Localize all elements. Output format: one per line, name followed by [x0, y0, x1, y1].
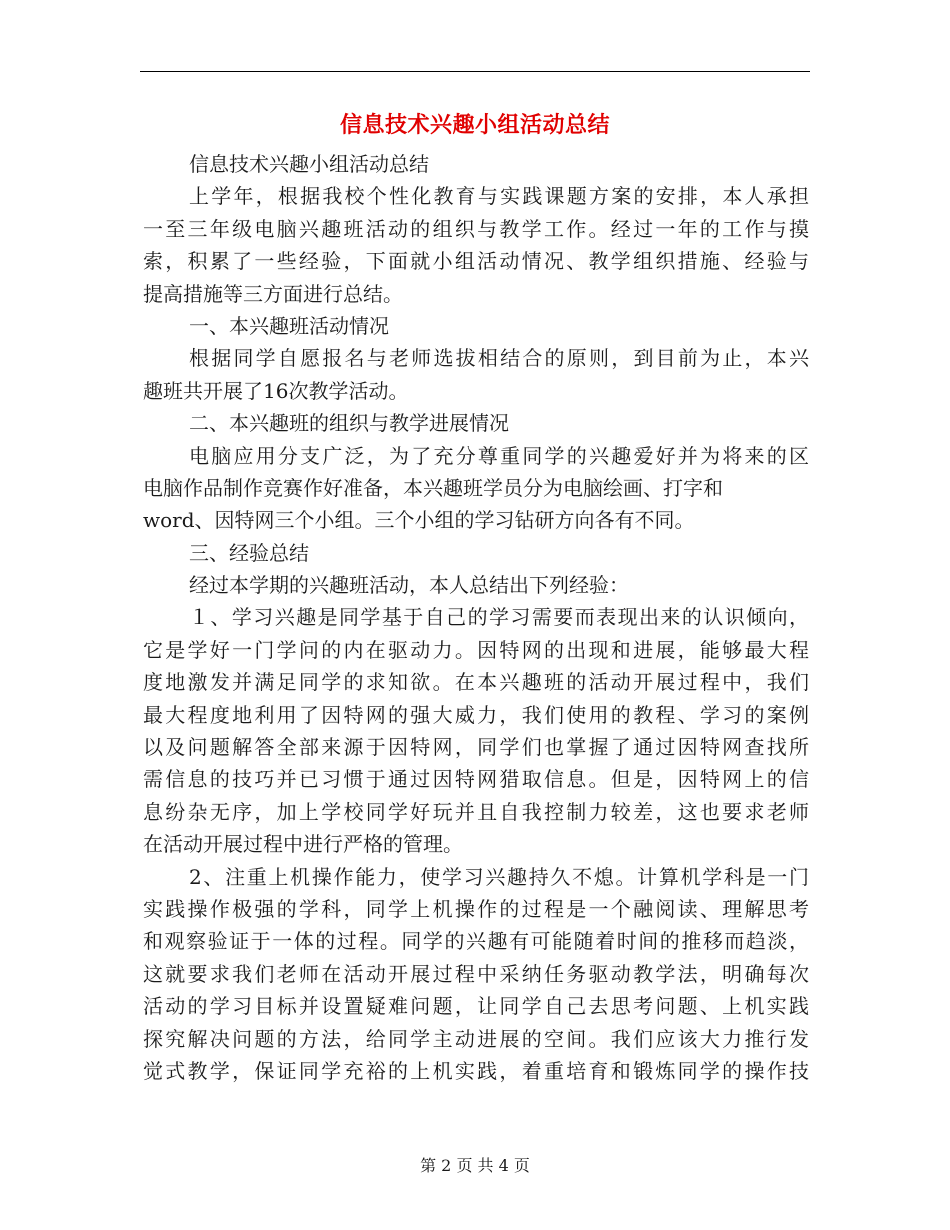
body-line: 以及问题解答全部来源于因特网，同学们也掌握了通过因特网查找所 — [143, 735, 809, 760]
document-title: 信息技术兴趣小组活动总结 — [339, 112, 610, 138]
body-line: 提高措施等三方面进行总结。 — [143, 281, 403, 306]
body-line: 根据同学自愿报名与老师选拔相结合的原则，到目前为止，本兴 — [189, 346, 809, 371]
document-body — [143, 148, 809, 1087]
section-heading: 二、本兴趣班的组织与教学进展情况 — [189, 411, 509, 436]
body-line: 信息技术兴趣小组活动总结 — [189, 152, 429, 176]
page-number: 第 2 页 共 4 页 — [420, 1156, 530, 1175]
body-line: 需信息的技巧并已习惯于通过因特网猎取信息。但是，因特网上的信 — [143, 767, 809, 792]
body-line: １、学习兴趣是同学基于自己的学习需要而表现出来的认识倾向， — [189, 605, 809, 630]
body-line: 索，积累了一些经验，下面就小组活动情况、教学组织措施、经验与 — [143, 249, 809, 274]
body-line: 在活动开展过程中进行严格的管理。 — [143, 832, 463, 857]
body-line: 经过本学期的兴趣班活动，本人总结出下列经验： — [189, 573, 629, 598]
body-line: 电脑应用分支广泛，为了充分尊重同学的兴趣爱好并为将来的区 — [189, 443, 809, 468]
body-line: 最大程度地利用了因特网的强大威力，我们使用的教程、学习的案例 — [143, 702, 809, 727]
body-line: 觉式教学，保证同学充裕的上机实践，着重培育和锻炼同学的操作技 — [143, 1058, 809, 1083]
body-line: 2、注重上机操作能力，使学习兴趣持久不熄。计算机学科是一门 — [189, 864, 809, 889]
section-heading: 一、本兴趣班活动情况 — [189, 313, 389, 338]
body-line: 度地激发并满足同学的求知欲。在本兴趣班的活动开展过程中，我们 — [143, 670, 809, 695]
body-line: 和观察验证于一体的过程。同学的兴趣有可能随着时间的推移而趋淡， — [143, 929, 809, 954]
body-line: 它是学好一门学问的内在驱动力。因特网的出现和进展，能够最大程 — [143, 637, 809, 662]
body-line: 这就要求我们老师在活动开展过程中采纳任务驱动教学法，明确每次 — [143, 961, 809, 986]
body-line: 探究解决问题的方法，给同学主动进展的空间。我们应该大力推行发 — [143, 1026, 809, 1051]
body-line: 活动的学习目标并设置疑难问题，让同学自己去思考问题、上机实践 — [143, 994, 809, 1019]
body-line: 息纷杂无序，加上学校同学好玩并且自我控制力较差，这也要求老师 — [143, 799, 809, 824]
body-line: 一至三年级电脑兴趣班活动的组织与教学工作。经过一年的工作与摸 — [143, 216, 809, 241]
body-line: 实践操作极强的学科，同学上机操作的过程是一个融阅读、理解思考 — [143, 896, 809, 921]
body-line: word、因特网三个小组。三个小组的学习钻研方向各有不同。 — [143, 508, 695, 533]
body-line: 上学年，根据我校个性化教育与实践课题方案的安排，本人承担 — [189, 184, 809, 209]
body-line: 趣班共开展了16次教学活动。 — [143, 378, 409, 403]
header-rule — [140, 71, 810, 72]
section-heading: 三、经验总结 — [189, 540, 309, 565]
body-line: 电脑作品制作竞赛作好准备，本兴趣班学员分为电脑绘画、打字和 — [143, 475, 723, 500]
